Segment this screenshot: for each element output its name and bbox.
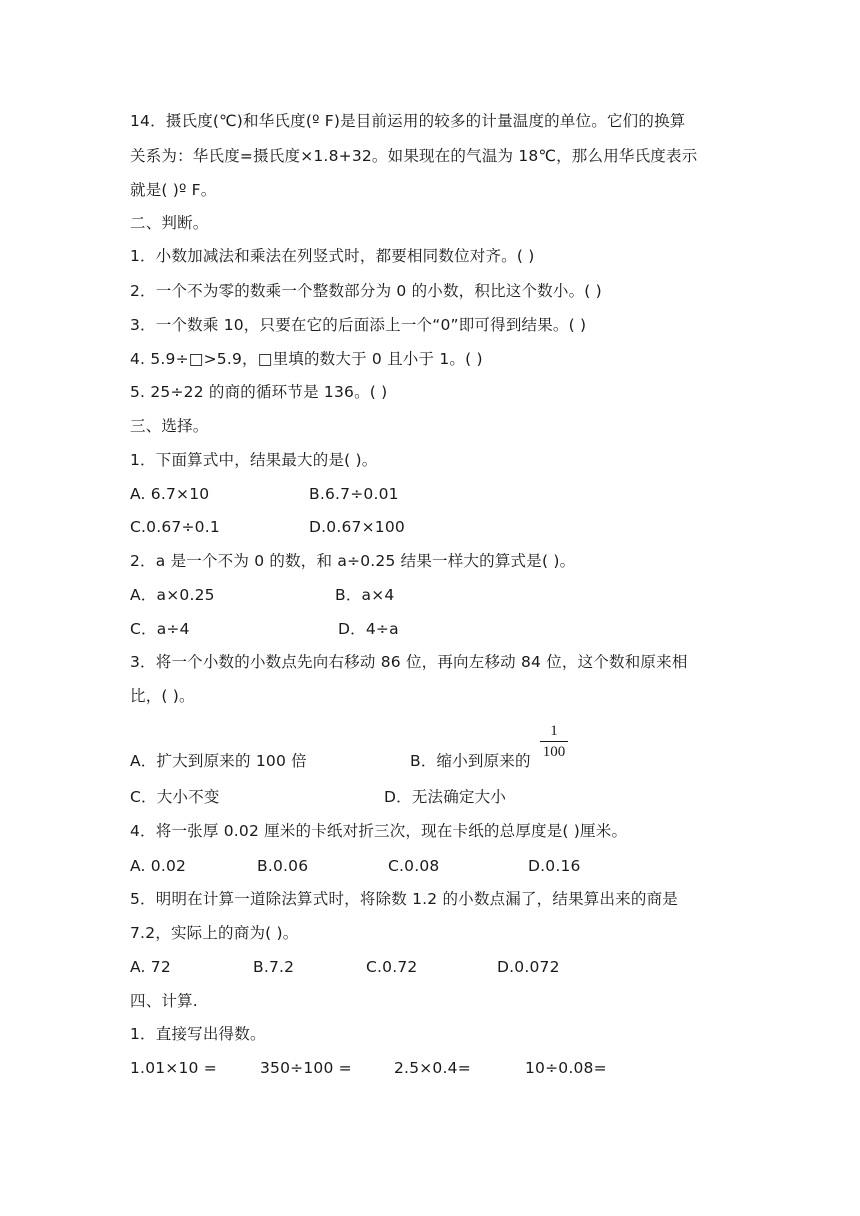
section-judge-heading: 二、判断。	[130, 214, 209, 232]
choice-q2-option-b: B．a×4	[335, 586, 395, 604]
judge-item-3: 3．一个数乘 10，只要在它的后面添上一个“0”即可得到结果。( )	[130, 316, 587, 334]
choice-q5-option-d: D.0.072	[497, 958, 560, 976]
choice-q1-option-a: A. 6.7×10	[130, 485, 210, 503]
calc-item-4: 10÷0.08=	[525, 1059, 607, 1077]
choice-q2-stem: 2．a 是一个不为 0 的数，和 a÷0.25 结果一样大的算式是( )。	[130, 552, 576, 570]
choice-q1-option-b: B.6.7÷0.01	[309, 485, 399, 503]
choice-q1-option-d: D.0.67×100	[309, 518, 405, 536]
section-calc-heading: 四、计算.	[130, 992, 198, 1010]
choice-q2-option-d: D．4÷a	[338, 620, 399, 638]
choice-q3-stem-line-2: 比，( )。	[130, 687, 195, 705]
choice-q5-stem-line-2: 7.2，实际上的商为( )。	[130, 924, 299, 942]
q14-line-1: 14．摄氏度(℃)和华氏度(º F)是目前运用的较多的计量温度的单位。它们的换算	[130, 112, 686, 130]
choice-q3-stem-line-1: 3．将一个小数的小数点先向右移动 86 位，再向左移动 84 位，这个数和原来相	[130, 653, 688, 671]
choice-q5-stem-line-1: 5．明明在计算一道除法算式时，将除数 1.2 的小数点漏了，结果算出来的商是	[130, 890, 678, 908]
calc-q1-stem: 1．直接写出得数。	[130, 1025, 266, 1043]
choice-q4-option-d: D.0.16	[528, 857, 581, 875]
choice-q5-option-a: A. 72	[130, 958, 171, 976]
choice-q5-option-b: B.7.2	[253, 958, 295, 976]
calc-item-1: 1.01×10 =	[130, 1059, 217, 1077]
judge-item-1: 1．小数加减法和乘法在列竖式时，都要相同数位对齐。( )	[130, 247, 535, 265]
choice-q3-option-a: A．扩大到原来的 100 倍	[130, 752, 307, 770]
q14-line-3: 就是( )º F。	[130, 181, 217, 199]
fraction-numerator: 1	[550, 723, 558, 739]
choice-q4-option-b: B.0.06	[257, 857, 309, 875]
judge-item-5: 5. 25÷22 的商的循环节是 136。( )	[130, 383, 388, 401]
calc-item-3: 2.5×0.4=	[394, 1059, 471, 1077]
choice-q1-stem: 1．下面算式中，结果最大的是( )。	[130, 451, 378, 469]
judge-item-2: 2．一个不为零的数乘一个整数部分为 0 的小数，积比这个数小。( )	[130, 282, 602, 300]
choice-q4-option-c: C.0.08	[388, 857, 440, 875]
choice-q1-option-c: C.0.67÷0.1	[130, 518, 220, 536]
choice-q2-option-a: A．a×0.25	[130, 586, 215, 604]
choice-q4-stem: 4．将一张厚 0.02 厘米的卡纸对折三次，现在卡纸的总厚度是( )厘米。	[130, 822, 628, 840]
choice-q3-option-d: D．无法确定大小	[384, 788, 507, 806]
choice-q2-option-c: C．a÷4	[130, 620, 190, 638]
choice-q5-option-c: C.0.72	[366, 958, 418, 976]
calc-item-2: 350÷100 =	[260, 1059, 352, 1077]
choice-q3-option-b: B．缩小到原来的	[410, 752, 531, 770]
section-choice-heading: 三、选择。	[130, 417, 209, 435]
fraction-one-hundredth	[540, 722, 568, 761]
fraction-bar	[540, 741, 568, 742]
q14-line-2: 关系为：华氏度=摄氏度×1.8+32。如果现在的气温为 18℃，那么用华氏度表示	[130, 147, 698, 165]
judge-item-4: 4. 5.9÷□>5.9，□里填的数大于 0 且小于 1。( )	[130, 350, 483, 368]
fraction-denominator: 100	[542, 744, 566, 760]
choice-q3-option-c: C．大小不变	[130, 788, 220, 806]
choice-q4-option-a: A. 0.02	[130, 857, 187, 875]
